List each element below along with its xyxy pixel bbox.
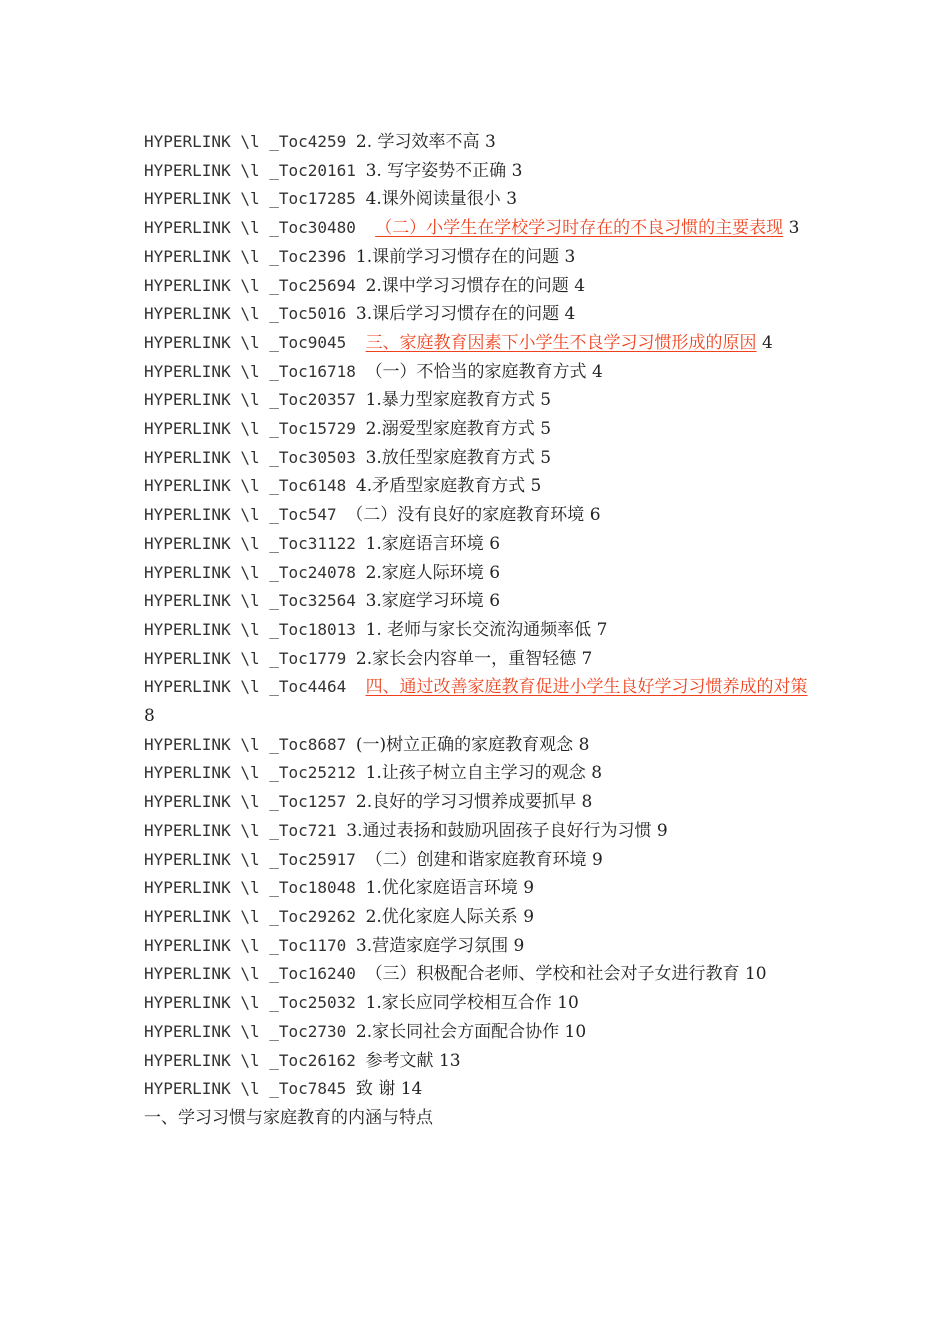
toc-entry-title: 参考文献 [365, 1050, 434, 1071]
toc-entry-title: 2.家庭人际环境 [365, 562, 484, 583]
toc-page-number: 14 [395, 1079, 423, 1100]
toc-page-number: 9 [517, 906, 535, 927]
toc-field-code: HYPERLINK \l _Toc1257 [144, 792, 356, 812]
toc-entry[interactable] [144, 472, 814, 501]
toc-field-code: HYPERLINK \l _Toc18048 [144, 878, 366, 898]
toc-entry-title: 3.家庭学习环境 [365, 591, 484, 612]
toc-heading-link[interactable]: （二）小学生在学校学习时存在的不良习惯的主要表现 [375, 218, 784, 239]
toc-field-code: HYPERLINK \l _Toc2730 [144, 1021, 356, 1041]
toc-page-number: 3 [479, 132, 496, 152]
toc-entry[interactable] [144, 243, 814, 272]
toc-page-number: 10 [739, 964, 767, 985]
toc-field-code: HYPERLINK \l _Toc16718 [144, 361, 366, 381]
toc-page-number: 6 [483, 562, 501, 583]
toc-entry[interactable] [144, 1075, 814, 1104]
toc-page-number: 3 [506, 160, 523, 181]
toc-entry[interactable] [144, 444, 814, 473]
toc-field-code: HYPERLINK \l _Toc1779 [144, 648, 356, 668]
toc-entry[interactable] [144, 903, 814, 932]
toc-page-number: 4 [586, 361, 603, 382]
section-heading: 一、学习习惯与家庭教育的内涵与特点 [144, 1107, 433, 1128]
toc-field-code: HYPERLINK \l _Toc6148 [144, 476, 356, 496]
toc-entry-title: 1.课前学习习惯存在的问题 [355, 246, 560, 267]
toc-entry[interactable] [144, 874, 814, 903]
toc-entry-title: 2.溺爱型家庭教育方式 [365, 419, 535, 440]
toc-page-number: 10 [559, 1021, 587, 1042]
toc-page-number: 5 [534, 447, 552, 468]
toc-entry[interactable] [144, 645, 814, 674]
toc-entry-title: 2.家长会内容单一，重智轻德 [355, 648, 577, 669]
toc-entry-title: 1. 老师与家长交流沟通频率低 [365, 619, 592, 640]
toc-field-code: HYPERLINK \l _Toc16240 [144, 964, 366, 984]
toc-entry[interactable] [144, 788, 814, 817]
toc-entry-title: 3.放任型家庭教育方式 [365, 447, 535, 468]
toc-entry[interactable] [144, 300, 814, 329]
toc-entry[interactable] [144, 559, 814, 588]
toc-entry[interactable] [144, 817, 814, 846]
toc-page-number: 6 [483, 591, 501, 612]
toc-field-code: HYPERLINK \l _Toc31122 [144, 533, 366, 553]
toc-entry[interactable] [144, 501, 814, 530]
toc-field-code: HYPERLINK \l _Toc20357 [144, 390, 366, 410]
toc-entry-title: (一)树立正确的家庭教育观念 [355, 734, 574, 755]
table-of-contents [144, 128, 814, 1133]
toc-entry-title: 1.家庭语言环境 [365, 533, 484, 554]
toc-field-code: HYPERLINK \l _Toc721 [144, 820, 347, 840]
toc-page-number: 9 [586, 849, 603, 870]
toc-page-number: 7 [591, 619, 608, 640]
toc-entry-title: （一）不恰当的家庭教育方式 [365, 361, 587, 382]
toc-page-number: 6 [584, 505, 601, 526]
toc-entry[interactable] [144, 157, 814, 186]
toc-entry-title: （二）创建和谐家庭教育环境 [365, 849, 587, 870]
toc-entry[interactable] [144, 846, 814, 875]
toc-page-number: 5 [534, 419, 552, 440]
toc-entry-title: 2.课中学习习惯存在的问题 [365, 275, 569, 296]
toc-entry[interactable] [144, 530, 814, 559]
toc-page-number: 8 [576, 792, 593, 813]
toc-page-number: 9 [508, 935, 525, 956]
toc-page-number: 4 [756, 332, 773, 353]
toc-entry-title: （二）没有良好的家庭教育环境 [346, 505, 585, 526]
toc-page-number: 8 [573, 734, 590, 755]
toc-entry-title: 2.优化家庭人际关系 [365, 906, 518, 927]
toc-entry[interactable] [144, 128, 814, 157]
toc-page-number: 4 [559, 304, 576, 325]
toc-entry[interactable] [144, 989, 814, 1018]
toc-field-code: HYPERLINK \l _Toc30503 [144, 447, 366, 467]
toc-entry-title: 1.暴力型家庭教育方式 [365, 390, 535, 411]
toc-page-number: 5 [525, 476, 542, 497]
toc-field-code: HYPERLINK \l _Toc20161 [144, 160, 366, 180]
toc-entry-title: 4.矛盾型家庭教育方式 [355, 476, 526, 497]
toc-field-code: HYPERLINK \l _Toc26162 [144, 1050, 366, 1070]
toc-field-code: HYPERLINK \l _Toc5016 [144, 304, 356, 324]
toc-page-number: 8 [585, 763, 603, 784]
toc-entry[interactable] [144, 358, 814, 387]
toc-field-code: HYPERLINK \l _Toc4464 [144, 677, 366, 697]
toc-entry-title: （三）积极配合老师、学校和社会对子女进行教育 [365, 964, 740, 985]
toc-field-code: HYPERLINK \l _Toc24078 [144, 562, 366, 582]
toc-entry-title: 1.优化家庭语言环境 [365, 878, 518, 899]
toc-field-code: HYPERLINK \l _Toc17285 [144, 189, 366, 209]
toc-entry[interactable] [144, 759, 814, 788]
toc-field-code: HYPERLINK \l _Toc15729 [144, 419, 366, 439]
toc-heading-link[interactable]: 四、通过改善家庭教育促进小学生良好学习习惯养成的对策 [365, 677, 808, 698]
toc-page-number: 5 [534, 390, 552, 411]
toc-entry[interactable] [144, 386, 814, 415]
toc-entry-title: 3. 写字姿势不正确 [365, 160, 507, 181]
toc-entry[interactable] [144, 272, 814, 301]
toc-field-code: HYPERLINK \l _Toc29262 [144, 906, 366, 926]
toc-field-code: HYPERLINK \l _Toc25694 [144, 275, 366, 295]
toc-field-code: HYPERLINK \l _Toc25032 [144, 993, 366, 1013]
toc-entry[interactable] [144, 214, 814, 243]
toc-entry-title: 3.营造家庭学习氛围 [355, 935, 509, 956]
toc-field-code: HYPERLINK \l _Toc7845 [144, 1079, 356, 1099]
toc-entry-title: 2.良好的学习习惯养成要抓早 [355, 792, 577, 813]
toc-field-code: HYPERLINK \l _Toc8687 [144, 734, 356, 754]
toc-entry[interactable] [144, 731, 814, 760]
toc-heading-link[interactable]: 三、家庭教育因素下小学生不良学习习惯形成的原因 [365, 332, 757, 353]
toc-entry[interactable] [144, 616, 814, 645]
toc-field-code: HYPERLINK \l _Toc18013 [144, 619, 366, 639]
toc-page-number: 8 [144, 677, 813, 727]
toc-entry-title: 致 谢 [355, 1079, 396, 1100]
toc-page-number: 9 [517, 878, 535, 899]
toc-entry[interactable] [144, 932, 814, 961]
toc-entry[interactable] [144, 587, 814, 616]
toc-field-code: HYPERLINK \l _Toc1170 [144, 935, 356, 955]
toc-entry[interactable] [144, 1018, 814, 1047]
toc-entry[interactable] [144, 1047, 814, 1076]
toc-field-code: HYPERLINK \l _Toc547 [144, 505, 347, 525]
toc-entry[interactable] [144, 673, 814, 730]
toc-entry-title: 4.课外阅读量很小 [365, 189, 501, 210]
toc-entry[interactable] [144, 185, 814, 214]
toc-field-code: HYPERLINK \l _Toc4259 [144, 132, 356, 151]
toc-page-number: 6 [483, 533, 501, 554]
toc-field-code: HYPERLINK \l _Toc9045 [144, 332, 366, 352]
toc-page-number: 10 [551, 993, 579, 1014]
toc-entry-title: 2.家长同社会方面配合协作 [355, 1021, 560, 1042]
toc-entry[interactable] [144, 960, 814, 989]
toc-field-code: HYPERLINK \l _Toc32564 [144, 591, 366, 611]
toc-entry-title: 3.课后学习习惯存在的问题 [355, 304, 560, 325]
toc-entry[interactable] [144, 415, 814, 444]
toc-entry-title: 1.家长应同学校相互合作 [365, 993, 552, 1014]
toc-field-code: HYPERLINK \l _Toc25212 [144, 763, 366, 783]
toc-entry[interactable] [144, 329, 814, 358]
toc-field-code: HYPERLINK \l _Toc25917 [144, 849, 366, 869]
toc-page-number: 3 [783, 218, 800, 239]
toc-field-code: HYPERLINK \l _Toc2396 [144, 246, 356, 266]
toc-entry-title: 3.通过表扬和鼓励巩固孩子良好行为习惯 [346, 820, 652, 841]
toc-entry-title: 1.让孩子树立自主学习的观念 [365, 763, 586, 784]
toc-page-number: 3 [559, 246, 576, 267]
toc-entry-title: 2. 学习效率不高 [355, 132, 480, 152]
toc-page-number: 3 [500, 189, 518, 210]
toc-page-number: 9 [651, 820, 668, 841]
toc-field-code: HYPERLINK \l _Toc30480 [144, 218, 376, 238]
toc-page-number: 13 [433, 1050, 461, 1071]
toc-page-number: 7 [576, 648, 593, 669]
toc-page-number: 4 [568, 275, 586, 296]
